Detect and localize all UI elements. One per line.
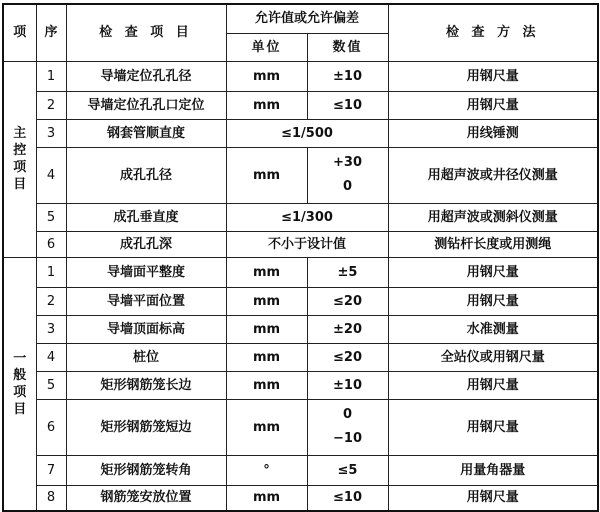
table-row (3, 485, 598, 511)
table-row (3, 399, 598, 455)
merged-value-cell: ≤1/300 (226, 203, 388, 231)
header-method: 检 查 方 法 (388, 4, 598, 61)
value-cell: ≤10 (307, 485, 388, 511)
item-cell: 成孔垂直度 (66, 203, 226, 231)
seq-cell: 3 (36, 315, 66, 343)
seq-cell: 5 (36, 203, 66, 231)
item-cell: 成孔孔径 (66, 147, 226, 203)
method-cell: 用钢尺量 (388, 257, 598, 287)
group-general-label: 一 般 项 目 (3, 257, 36, 511)
value-lower: 0 (342, 179, 353, 194)
seq-cell: 4 (36, 147, 66, 203)
unit-cell: mm (226, 287, 307, 315)
method-cell: 用钢尺量 (388, 371, 598, 399)
item-cell: 矩形钢筋笼短边 (66, 399, 226, 455)
header-unit: 单位 (226, 33, 307, 61)
header-row (3, 4, 598, 33)
method-cell: 测钻杆长度或用测绳 (388, 231, 598, 257)
group-main-label: 主 控 项 目 (3, 61, 36, 257)
method-cell: 用钢尺量 (388, 287, 598, 315)
value-upper: +30 (333, 155, 362, 170)
item-cell: 钢套管顺直度 (66, 119, 226, 147)
value-cell: ±20 (307, 315, 388, 343)
inspection-table (2, 3, 599, 512)
table-row (3, 343, 598, 371)
table-row (3, 287, 598, 315)
header-category: 项 (3, 4, 36, 61)
seq-cell: 7 (36, 455, 66, 485)
header-seq: 序 (36, 4, 66, 61)
value-cell (307, 147, 388, 203)
unit-cell: mm (226, 147, 307, 203)
table-row (3, 231, 598, 257)
item-cell: 导墙平面位置 (66, 287, 226, 315)
table-row (3, 315, 598, 343)
table-row (3, 455, 598, 485)
method-cell: 用超声波或井径仪测量 (388, 147, 598, 203)
item-cell: 导墙定位孔孔径 (66, 61, 226, 91)
unit-cell: mm (226, 257, 307, 287)
value-cell: ≤20 (307, 343, 388, 371)
table-row (3, 61, 598, 91)
item-cell: 矩形钢筋笼转角 (66, 455, 226, 485)
method-cell: 用线锤测 (388, 119, 598, 147)
item-cell: 导墙面平整度 (66, 257, 226, 287)
value-cell: ±10 (307, 61, 388, 91)
item-cell: 成孔孔深 (66, 231, 226, 257)
unit-cell: mm (226, 343, 307, 371)
merged-value-cell: ≤1/500 (226, 119, 388, 147)
seq-cell: 2 (36, 287, 66, 315)
unit-cell: mm (226, 315, 307, 343)
value-cell: ≤5 (307, 455, 388, 485)
table-row (3, 371, 598, 399)
method-cell: 用钢尺量 (388, 61, 598, 91)
value-cell: ±5 (307, 257, 388, 287)
seq-cell: 3 (36, 119, 66, 147)
unit-cell: mm (226, 61, 307, 91)
table-row (3, 257, 598, 287)
table-row (3, 119, 598, 147)
unit-cell: ° (226, 455, 307, 485)
seq-cell: 6 (36, 399, 66, 455)
method-cell: 用超声波或测斜仪测量 (388, 203, 598, 231)
table-row (3, 91, 598, 119)
method-cell: 用钢尺量 (388, 399, 598, 455)
unit-cell: mm (226, 371, 307, 399)
seq-cell: 2 (36, 91, 66, 119)
header-tolerance: 允许值或允许偏差 (226, 4, 388, 33)
seq-cell: 1 (36, 61, 66, 91)
value-cell (307, 399, 388, 455)
seq-cell: 4 (36, 343, 66, 371)
merged-value-cell: 不小于设计值 (226, 231, 388, 257)
item-cell: 钢筋笼安放位置 (66, 485, 226, 511)
method-cell: 用量角器量 (388, 455, 598, 485)
value-cell: ±10 (307, 371, 388, 399)
value-upper: 0 (342, 407, 353, 422)
value-lower: −10 (333, 431, 362, 446)
seq-cell: 8 (36, 485, 66, 511)
header-value: 数值 (307, 33, 388, 61)
item-cell: 导墙顶面标高 (66, 315, 226, 343)
unit-cell: mm (226, 91, 307, 119)
table-row (3, 147, 598, 203)
unit-cell: mm (226, 485, 307, 511)
method-cell: 用钢尺量 (388, 485, 598, 511)
item-cell: 矩形钢筋笼长边 (66, 371, 226, 399)
seq-cell: 1 (36, 257, 66, 287)
header-item: 检 查 项 目 (66, 4, 226, 61)
method-cell: 水准测量 (388, 315, 598, 343)
table-row (3, 203, 598, 231)
unit-cell: mm (226, 399, 307, 455)
item-cell: 导墙定位孔孔口定位 (66, 91, 226, 119)
method-cell: 全站仪或用钢尺量 (388, 343, 598, 371)
method-cell: 用钢尺量 (388, 91, 598, 119)
seq-cell: 5 (36, 371, 66, 399)
value-cell: ≤10 (307, 91, 388, 119)
value-cell: ≤20 (307, 287, 388, 315)
item-cell: 桩位 (66, 343, 226, 371)
seq-cell: 6 (36, 231, 66, 257)
